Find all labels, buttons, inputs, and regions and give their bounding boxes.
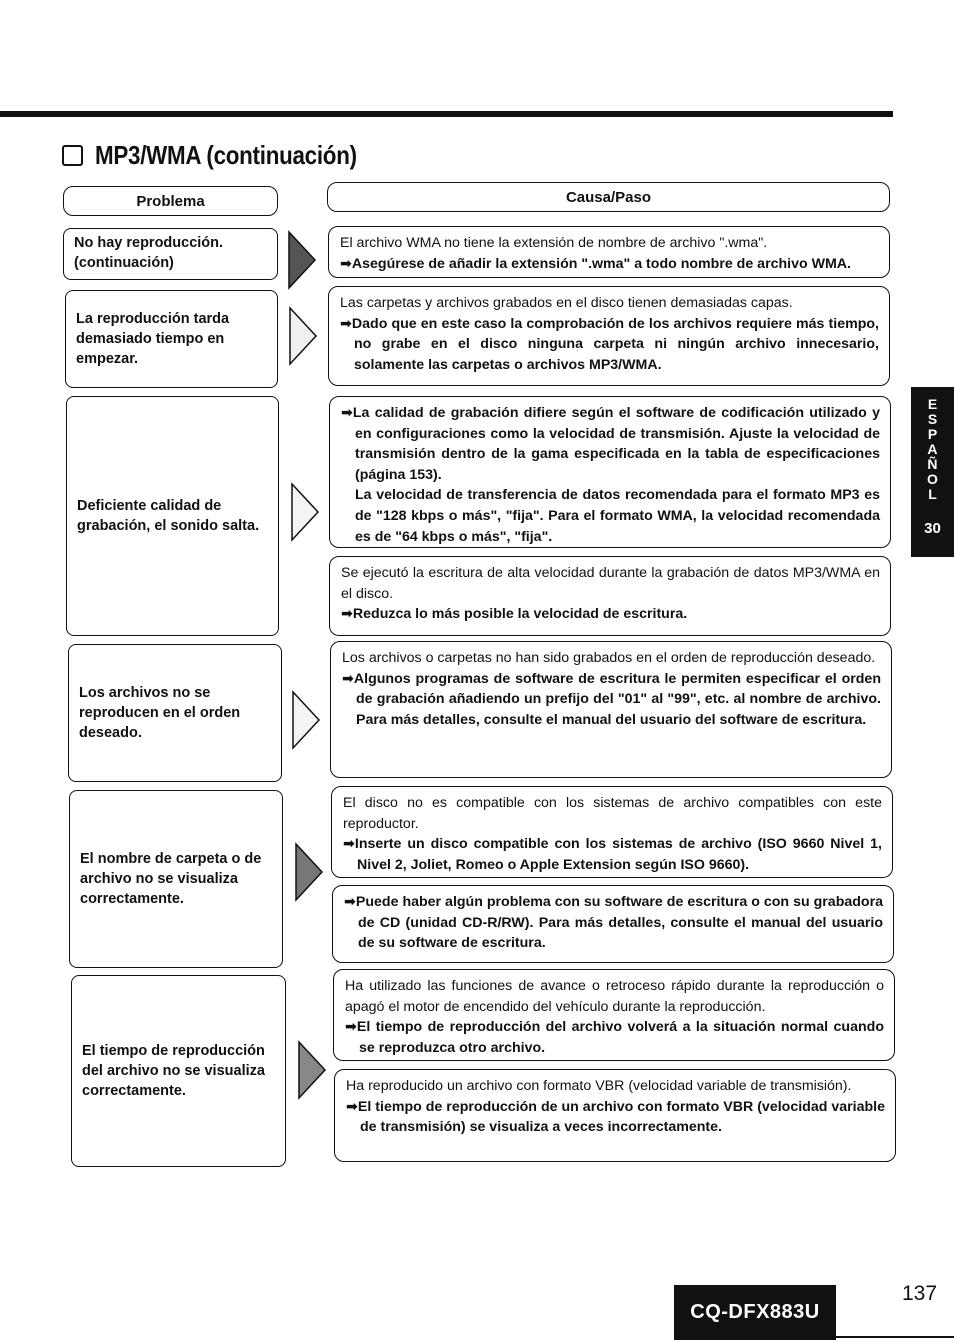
cause-header: Causa/Paso [327, 182, 890, 212]
cause-cell [332, 885, 894, 963]
arrow-right-icon [297, 1040, 327, 1100]
problem-line: reproducen en el orden [79, 705, 241, 721]
problem-line: del archivo no se visualiza [82, 1063, 265, 1079]
section-heading [62, 140, 399, 171]
problem-line: El tiempo de reproducción [82, 1043, 265, 1059]
cause-text: Se ejecutó la escritura de alta velocidad durante la grabación de datos MP3/WMA en el disco. [341, 565, 880, 602]
model-label: CQ-DFX883U [674, 1285, 836, 1340]
top-rule [0, 111, 893, 117]
problem-line: empezar. [76, 351, 139, 367]
cause-text: Los archivos o carpetas no han sido grabados en el orden de reproducción deseado. [342, 650, 876, 666]
cause-text: Ha utilizado las funciones de avance o retroceso rápido durante la reproducción o apagó el motor de encendido del vehículo durante la reproducción. [345, 978, 884, 1015]
cause-text: Ha reproducido un archivo con formato VBR (velocidad variable de transmisión). [346, 1078, 852, 1094]
problem-line: (continuación) [74, 255, 174, 271]
cause-solution: ➡El tiempo de reproducción de un archivo con formato VBR (velocidad variable de transmisión) se visualiza a veces incorrectamente. [346, 1098, 885, 1136]
cause-cell [333, 969, 895, 1061]
tab-letter: A [927, 441, 938, 457]
problem-line: Los archivos no se [79, 685, 211, 701]
tab-letter: E [927, 396, 938, 412]
cause-solution: ➡Puede haber algún problema con su software de escritura o con su grabadora de CD (unidad CD-R/RW). Para más detalles, consulte el manual del usuario de su software de escritura. [344, 894, 883, 952]
tab-letter: S [927, 411, 938, 427]
tab-letter: Ñ [927, 456, 938, 472]
problem-line: correctamente. [82, 1083, 186, 1099]
arrow-right-icon [287, 230, 317, 290]
section-title: MP3/WMA (continuación) [95, 140, 357, 170]
problem-cell-slow-start [65, 290, 278, 388]
problem-line: archivo no se visualiza [80, 871, 238, 887]
cause-cell [334, 1069, 896, 1162]
problem-cell-wrong-order [68, 644, 282, 782]
bottom-rule [836, 1336, 954, 1338]
cause-text: El disco no es compatible con los sistemas de archivo compatibles con este reproductor. [343, 795, 882, 832]
square-bullet-icon [62, 145, 83, 166]
arrow-right-icon [290, 482, 320, 542]
problem-line: grabación, el sonido salta. [77, 518, 260, 534]
tab-letter: P [927, 426, 938, 442]
problem-line: La reproducción tarda [76, 311, 230, 327]
problem-line: No hay reproducción. [74, 235, 224, 251]
section-page-number: 30 [924, 520, 941, 537]
arrow-right-icon [291, 690, 321, 750]
problem-cell-time-display [71, 975, 286, 1167]
arrow-right-icon [294, 842, 324, 902]
tab-letter: O [927, 471, 938, 487]
problem-line: Deficiente calidad de [77, 498, 222, 514]
cause-cell [329, 396, 891, 548]
cause-text: Las carpetas y archivos grabados en el disco tienen demasiadas capas. [340, 295, 793, 311]
cause-cell [331, 786, 893, 878]
cause-cell [330, 641, 892, 778]
cause-solution: ➡Inserte un disco compatible con los sistemas de archivo (ISO 9660 Nivel 1, Nivel 2, Joliet, Romeo o Apple Extension según ISO 9660). [343, 836, 882, 873]
problem-line: El nombre de carpeta o de [80, 851, 262, 867]
cause-solution: ➡Dado que en este caso la comprobación de los archivos requiere más tiempo, no grabe en el disco ninguna carpeta ni ningún archivo innecesario, solamente las carpetas o archivos MP3/WMA. [340, 315, 879, 373]
problem-header: Problema [63, 186, 278, 216]
problem-line: correctamente. [80, 891, 184, 907]
cause-solution: ➡Asegúrese de añadir la extensión ".wma" a todo nombre de archivo WMA. [340, 255, 851, 272]
cause-solution: ➡La calidad de grabación difiere según el software de codificación utilizado y en configuraciones como la velocidad de transmisión. Ajuste la velocidad de transmisión dentro de la gama especificada en la tabla de especificaciones (página 153). [341, 405, 880, 483]
cause-text: El archivo WMA no tiene la extensión de nombre de archivo ".wma". [340, 235, 768, 251]
language-side-tab [911, 387, 954, 557]
cause-solution: ➡Reduzca lo más posible la velocidad de escritura. [341, 606, 688, 623]
cause-cell [328, 226, 890, 278]
problem-cell-no-playback [63, 228, 278, 280]
problem-line: demasiado tiempo en [76, 331, 225, 347]
cause-cell [329, 556, 891, 636]
cause-solution-continued: La velocidad de transferencia de datos recomendada para el formato MP3 es de "128 kbps o más", "fija". Para el formato WMA, la velocidad recomendada es de "64 kbps o más", "fija". [355, 487, 880, 545]
arrow-right-icon [288, 306, 318, 366]
problem-line: deseado. [79, 725, 142, 741]
cause-cell [328, 286, 890, 386]
cause-solution: ➡Algunos programas de software de escritura le permiten especificar el orden de grabación añadiendo un prefijo del "01" al "99", etc. al nombre de archivo. Para más detalles, consulte el manual del usuario del software de escritura. [342, 670, 881, 728]
cause-solution: ➡El tiempo de reproducción del archivo volverá a la situación normal cuando se reproduzca otro archivo. [345, 1019, 884, 1056]
tab-letter: L [928, 486, 937, 502]
page-number: 137 [902, 1282, 938, 1305]
problem-cell-poor-quality [66, 396, 279, 636]
problem-cell-name-display [69, 790, 283, 968]
